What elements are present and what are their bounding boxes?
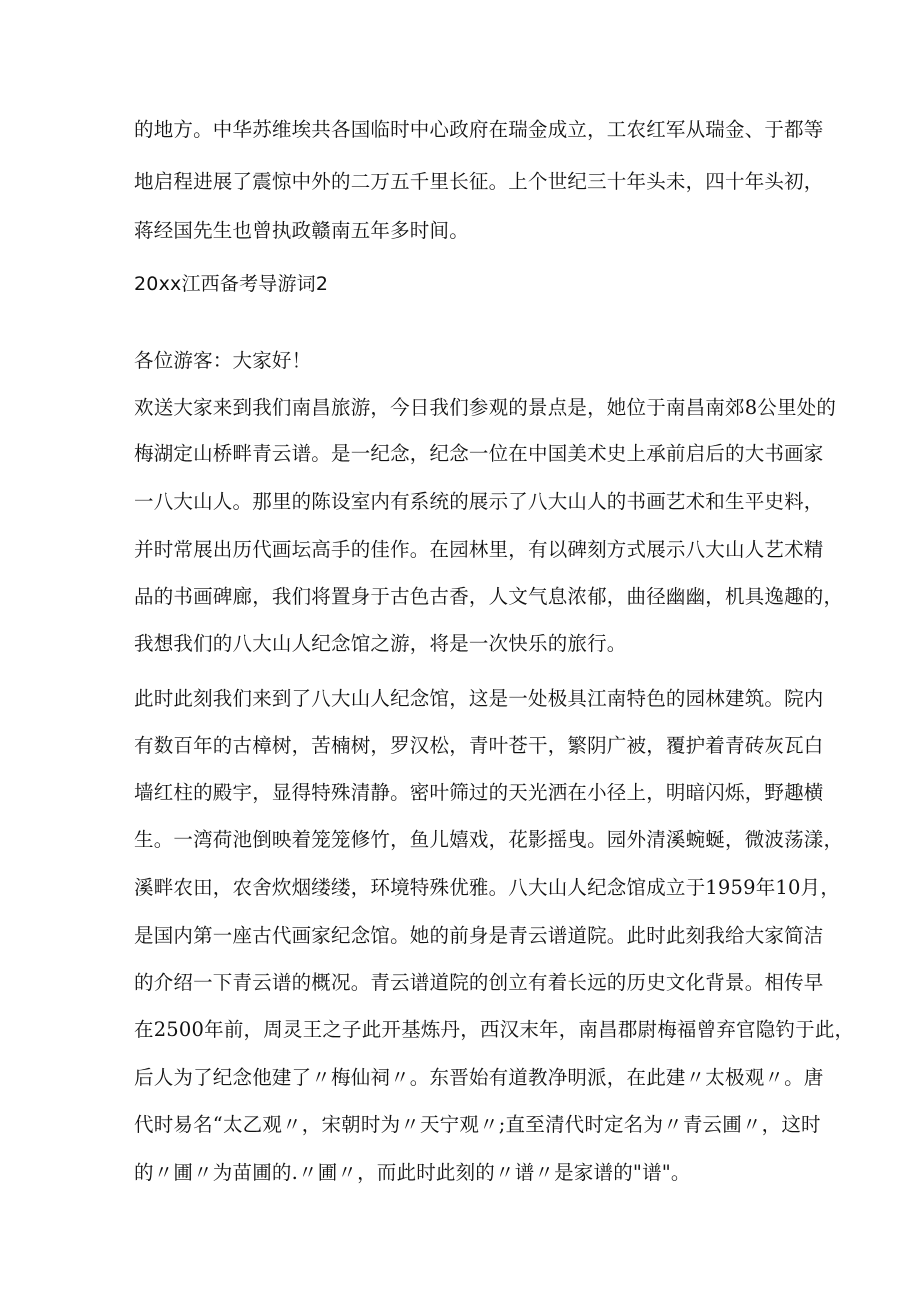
intro-line: 地启程进展了震惊中外的二万五千里长征。上个世纪三十年头未，四十年头初， xyxy=(134,170,824,193)
paragraph-line: 墙红柱的殿宇，显得特殊清静。密叶筛过的天光洒在小径上，明暗闪烁，野趣横 xyxy=(134,781,824,804)
paragraph-line: 代时易名“太乙观〃，宋朝时为〃天宁观〃;直至清代时定名为〃青云圃〃，这时 xyxy=(134,1113,821,1136)
paragraph-line: 是国内第一座古代画家纪念馆。她的前身是青云谱道院。此时此刻我给大家简洁 xyxy=(134,924,824,947)
paragraph-line: 溪畔农田，农舍炊烟缕缕，环境特殊优雅。八大山人纪念馆成立于1959年10月， xyxy=(134,876,841,899)
paragraph-line: 在2500年前，周灵王之子此开基炼丹，西汉末年，南昌郡尉梅福曾弃官隐钓于此， xyxy=(134,1018,855,1041)
paragraph-line: 生。一湾荷池倒映着笼笼修竹，鱼儿嬉戏，花影摇曳。园外清溪蜿蜒，微波荡漾， xyxy=(134,828,844,851)
section-heading: 20xx江西备考导游词2 xyxy=(134,273,329,295)
paragraph-line: 后人为了纪念他建了〃梅仙祠〃。东晋始有道教净明派，在此建〃太极观〃。唐 xyxy=(134,1066,824,1089)
paragraph-line: 品的书画碑廊，我们将置身于古色古香，人文气息浓郁，曲径幽幽，机具逸趣的， xyxy=(134,585,844,608)
paragraph-line: 并时常展出历代画坛高手的佳作。在园林里，有以碑刻方式展示八大山人艺术精 xyxy=(134,538,824,561)
paragraph-line: 一八大山人。那里的陈设室内有系统的展示了八大山人的书画艺术和生平史料， xyxy=(134,490,824,513)
paragraph-line: 我想我们的八大山人纪念馆之游，将是一次快乐的旅行。 xyxy=(134,632,627,655)
paragraph-line: 欢送大家来到我们南昌旅游，今日我们参观的景点是，她位于南昌南郊8公里处的 xyxy=(134,396,837,419)
intro-line: 的地方。中华苏维埃共各国临时中心政府在瑞金成立，工农红军从瑞金、于都等 xyxy=(134,118,824,141)
paragraph-line: 有数百年的古樟树，苦楠树，罗汉松，青叶苍干，繁阴广被，覆护着青砖灰瓦白 xyxy=(134,734,824,757)
paragraph-line: 梅湖定山桥畔青云谱。是一纪念，纪念一位在中国美术史上承前启后的大书画家 xyxy=(134,442,824,465)
greeting-line: 各位游客：大家好！ xyxy=(134,349,312,372)
paragraph-line: 此时此刻我们来到了八大山人纪念馆，这是一处极具江南特色的园林建筑。院内 xyxy=(134,687,824,710)
paragraph-line: 的介绍一下青云谱的概况。青云谱道院的创立有着长远的历史文化背景。相传早 xyxy=(134,971,824,994)
intro-line: 蒋经国先生也曾执政赣南五年多时间。 xyxy=(134,219,469,242)
paragraph-line: 的〃圃〃为苗圃的.〃圃〃，而此时此刻的〃谱〃是家谱的"谱"。 xyxy=(134,1161,691,1184)
